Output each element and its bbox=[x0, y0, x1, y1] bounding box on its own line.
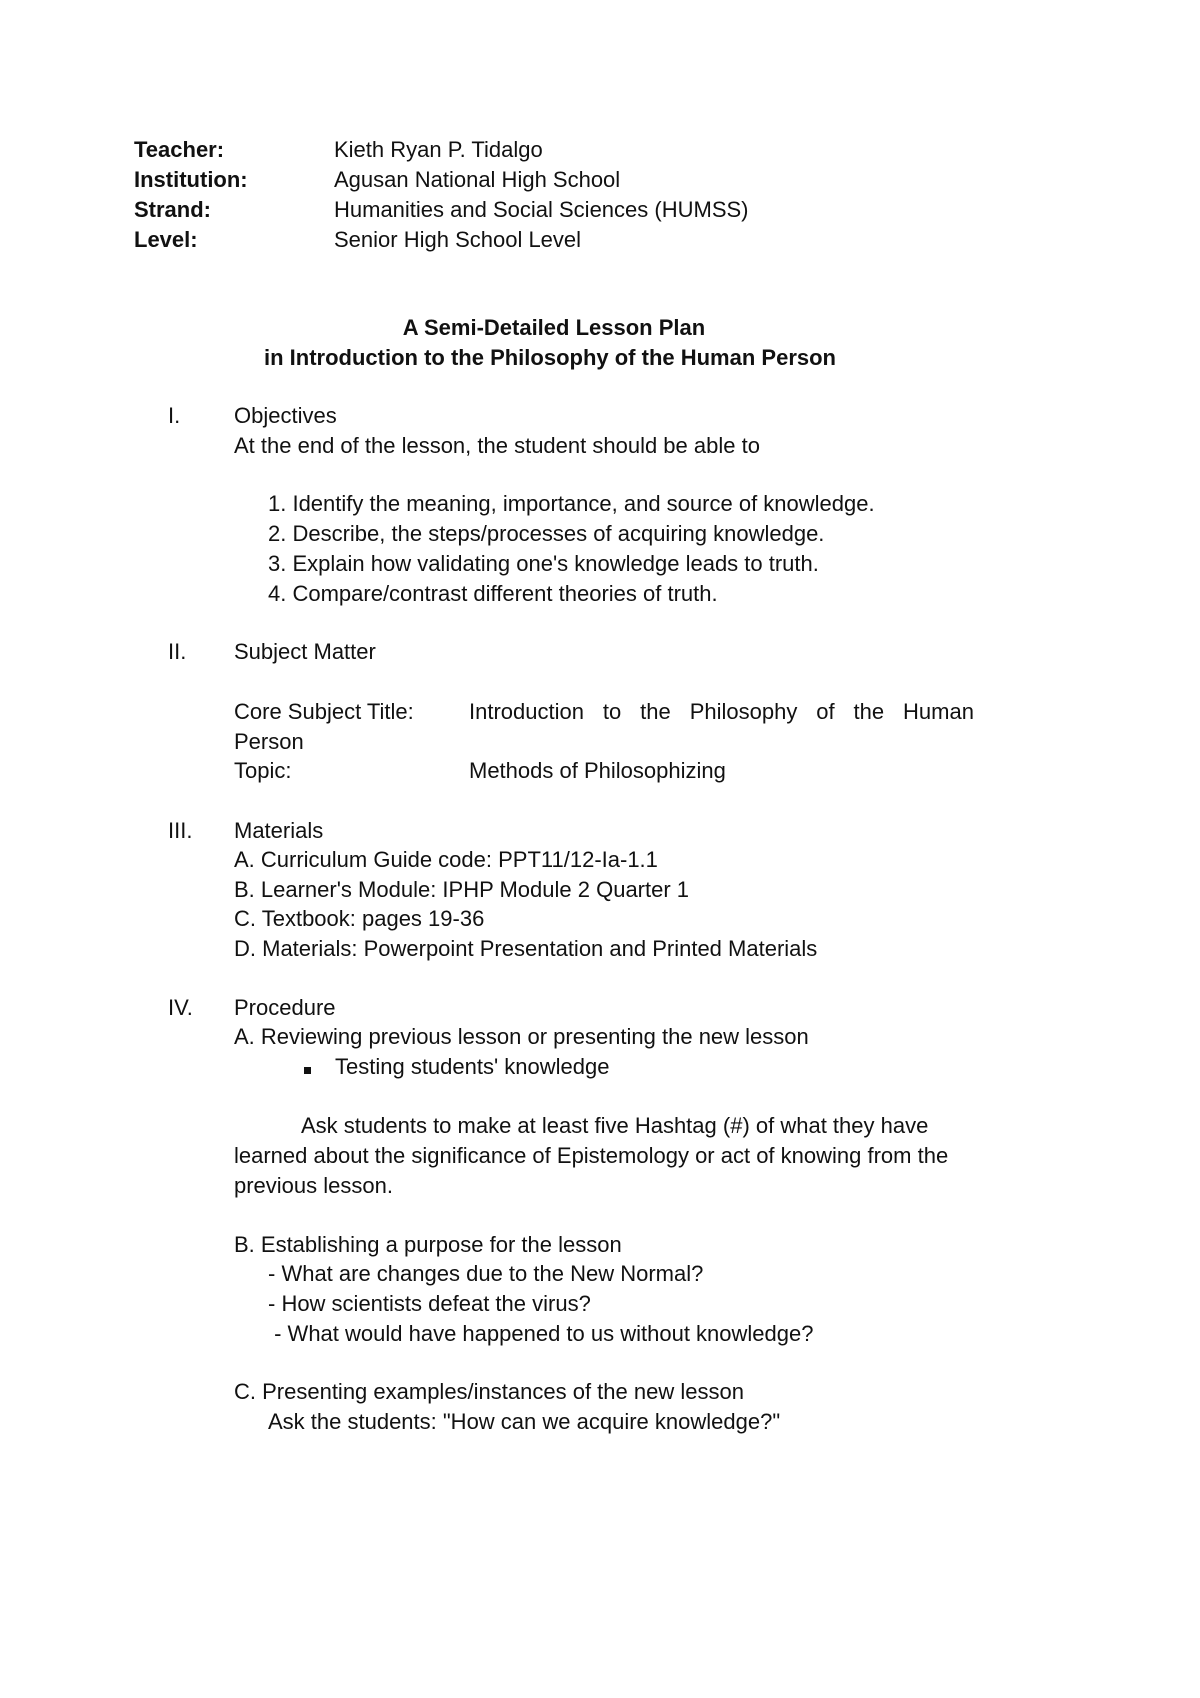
core-subject-word: Introduction bbox=[469, 699, 584, 724]
objectives-intro: At the end of the lesson, the student should be able to bbox=[234, 433, 760, 458]
procedure-b-item: - What would have happened to us without knowledge? bbox=[268, 1321, 814, 1346]
teacher-label: Teacher: bbox=[134, 137, 225, 162]
objectives-heading: Objectives bbox=[234, 403, 337, 428]
strand-label: Strand: bbox=[134, 197, 211, 222]
materials-item: D. Materials: Powerpoint Presentation and Printed Materials bbox=[234, 936, 818, 961]
level-value: Senior High School Level bbox=[334, 227, 582, 252]
objective-item: 2. Describe, the steps/processes of acquiring knowledge. bbox=[268, 521, 825, 546]
procedure-a-paragraph-line-1 bbox=[234, 1110, 974, 1142]
procedure-a-paragraph-text: Ask students to make at least five Hashtag (#) of what they have bbox=[301, 1113, 929, 1138]
core-subject-word: the bbox=[640, 699, 671, 724]
core-subject-word: the bbox=[853, 699, 885, 724]
materials-item: B. Learner's Module: IPHP Module 2 Quarter 1 bbox=[234, 877, 690, 902]
core-subject-label: Core Subject Title: bbox=[234, 699, 414, 724]
square-bullet-icon bbox=[304, 1051, 311, 1083]
topic-label: Topic: bbox=[234, 758, 292, 783]
procedure-heading: Procedure bbox=[234, 995, 336, 1020]
teacher-value: Kieth Ryan P. Tidalgo bbox=[334, 137, 543, 162]
procedure-b-heading: B. Establishing a purpose for the lesson bbox=[234, 1232, 622, 1257]
materials-numeral: III. bbox=[168, 818, 193, 843]
subject-matter-numeral: II. bbox=[168, 639, 187, 664]
institution-label: Institution: bbox=[134, 167, 248, 192]
procedure-c-line: Ask the students: "How can we acquire knowledge?" bbox=[268, 1409, 781, 1434]
institution-value: Agusan National High School bbox=[334, 167, 621, 192]
materials-heading: Materials bbox=[234, 818, 324, 843]
procedure-a-paragraph-line-2: learned about the significance of Epistemology or act of knowing from the bbox=[234, 1143, 949, 1168]
subject-matter-heading: Subject Matter bbox=[234, 639, 376, 664]
title-line-2: in Introduction to the Philosophy of the Human Person bbox=[264, 345, 836, 370]
materials-item: C. Textbook: pages 19-36 bbox=[234, 906, 485, 931]
procedure-numeral: IV. bbox=[168, 995, 193, 1020]
objectives-numeral: I. bbox=[168, 403, 181, 428]
core-subject-value bbox=[469, 696, 974, 728]
objective-item: 4. Compare/contrast different theories of truth. bbox=[268, 581, 718, 606]
objective-item: 3. Explain how validating one's knowledge leads to truth. bbox=[268, 551, 819, 576]
level-label: Level: bbox=[134, 227, 198, 252]
procedure-a-heading: A. Reviewing previous lesson or presenting the new lesson bbox=[234, 1024, 809, 1049]
core-subject-word: Human bbox=[903, 699, 974, 724]
core-subject-value-cont: Person bbox=[234, 729, 304, 754]
title-line-1: A Semi-Detailed Lesson Plan bbox=[402, 315, 706, 340]
topic-value: Methods of Philosophizing bbox=[469, 758, 726, 783]
procedure-b-item: - How scientists defeat the virus? bbox=[268, 1291, 591, 1316]
core-subject-word: of bbox=[816, 699, 835, 724]
core-subject-word: Philosophy bbox=[689, 699, 798, 724]
procedure-a-bullet: Testing students' knowledge bbox=[335, 1054, 610, 1079]
strand-value: Humanities and Social Sciences (HUMSS) bbox=[334, 197, 749, 222]
objective-item: 1. Identify the meaning, importance, and source of knowledge. bbox=[268, 491, 875, 516]
core-subject-word: to bbox=[602, 699, 622, 724]
procedure-c-heading: C. Presenting examples/instances of the new lesson bbox=[234, 1379, 744, 1404]
procedure-a-paragraph-line-3: previous lesson. bbox=[234, 1173, 393, 1198]
procedure-b-item: - What are changes due to the New Normal? bbox=[268, 1261, 704, 1286]
materials-item: A. Curriculum Guide code: PPT11/12-Ia-1.1 bbox=[234, 847, 658, 872]
